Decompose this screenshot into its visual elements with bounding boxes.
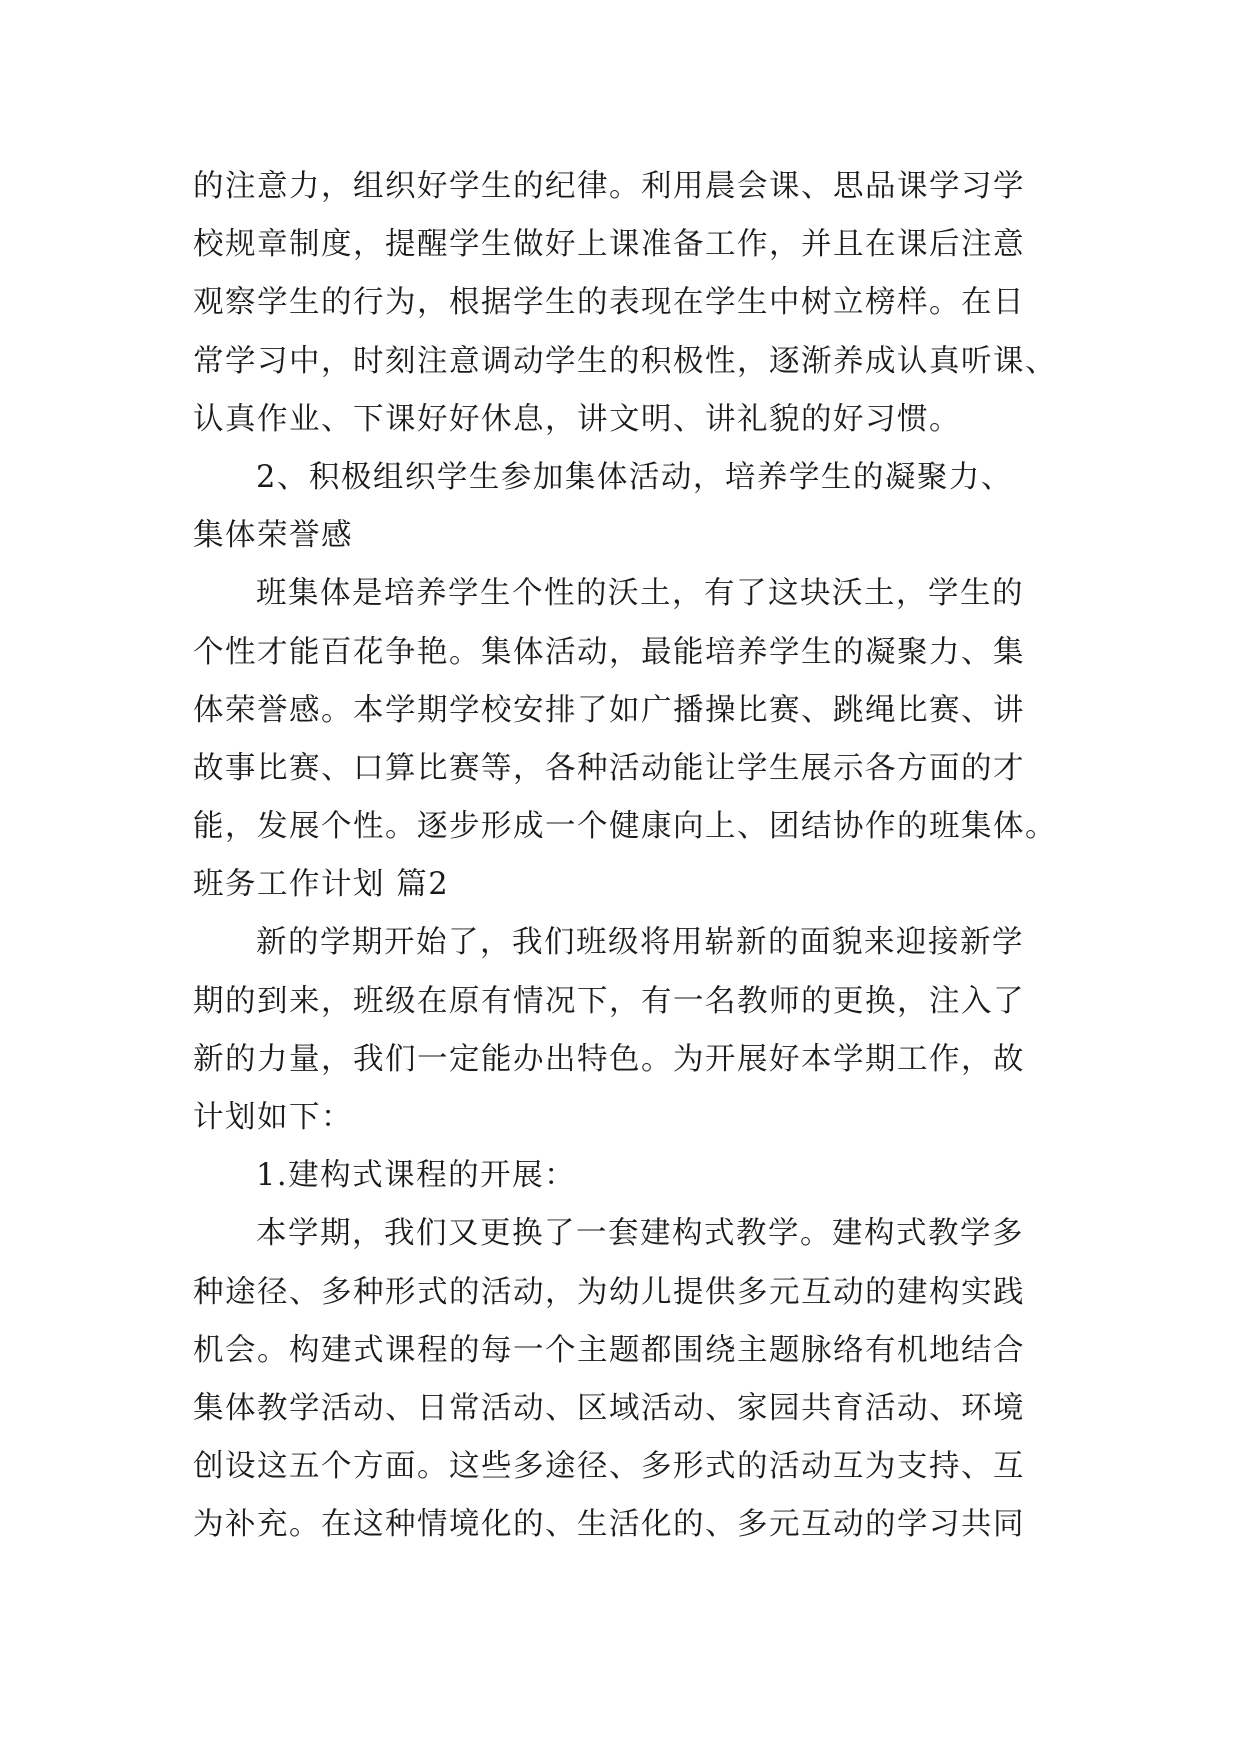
text-line-21: 机会。构建式课程的每一个主题都围绕主题脉络有机地结合 bbox=[193, 1332, 1025, 1368]
section-heading-2-cont: 集体荣誉感 bbox=[193, 518, 353, 554]
article-title: 班务工作计划 篇2 bbox=[193, 867, 450, 903]
text-line-12: 能，发展个性。逐步形成一个健康向上、团结协作的班集体。 bbox=[193, 809, 1057, 845]
text-line-1: 的注意力，组织好学生的纪律。利用晨会课、思品课学习学 bbox=[193, 169, 1025, 204]
text-line-2: 校规章制度，提醒学生做好上课准备工作，并且在课后注意 bbox=[193, 227, 1025, 263]
text-line-24: 为补充。在这种情境化的、生活化的、多元互动的学习共同 bbox=[193, 1507, 1025, 1543]
document-page bbox=[193, 158, 1057, 1555]
text-line-14: 新的学期开始了，我们班级将用崭新的面貌来迎接新学 bbox=[256, 925, 1024, 961]
text-line-23: 创设这五个方面。这些多途径、多形式的活动互为支持、互 bbox=[193, 1449, 1025, 1485]
text-line-17: 计划如下： bbox=[193, 1100, 353, 1135]
text-line-9: 个性才能百花争艳。集体活动，最能培养学生的凝聚力、集 bbox=[193, 634, 1025, 670]
text-line-22: 集体教学活动、日常活动、区域活动、家园共育活动、环境 bbox=[193, 1390, 1025, 1426]
text-line-15: 期的到来，班级在原有情况下，有一名教师的更换，注入了 bbox=[193, 983, 1025, 1019]
text-line-16: 新的力量，我们一定能办出特色。为开展好本学期工作，故 bbox=[193, 1041, 1025, 1077]
text-line-10: 体荣誉感。本学期学校安排了如广播操比赛、跳绳比赛、讲 bbox=[193, 692, 1025, 728]
section-heading-2: 2、积极组织学生参加集体活动，培养学生的凝聚力、 bbox=[256, 459, 1013, 495]
text-line-5: 认真作业、下课好好休息，讲文明、讲礼貌的好习惯。 bbox=[193, 401, 961, 437]
text-line-8: 班集体是培养学生个性的沃土，有了这块沃土，学生的 bbox=[256, 576, 1024, 612]
text-line-3: 观察学生的行为，根据学生的表现在学生中树立榜样。在日 bbox=[193, 285, 1025, 321]
text-line-19: 本学期，我们又更换了一套建构式教学。建构式教学多 bbox=[256, 1216, 1024, 1252]
text-line-4: 常学习中，时刻注意调动学生的积极性，逐渐养成认真听课、 bbox=[193, 343, 1057, 379]
text-line-20: 种途径、多种形式的活动，为幼儿提供多元互动的建构实践 bbox=[193, 1274, 1025, 1310]
text-line-11: 故事比赛、口算比赛等，各种活动能让学生展示各方面的才 bbox=[193, 750, 1025, 786]
list-item-heading-1: 1.建构式课程的开展： bbox=[256, 1158, 577, 1194]
